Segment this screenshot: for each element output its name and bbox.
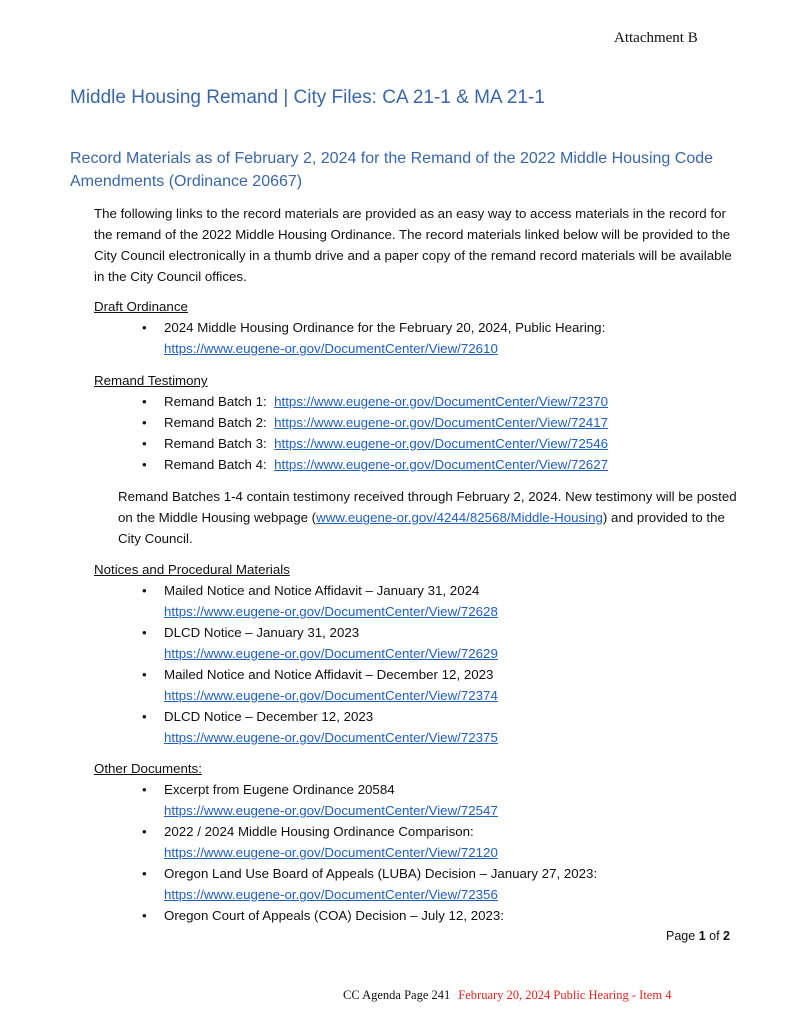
note-text: Remand Batches 1-4 contain testimony received through February 2, 2024. New testimony will be posted on the Middle Housing webpage (	[118, 489, 737, 525]
footer-hearing: February 20, 2024 Public Hearing - Item 4	[458, 988, 672, 1002]
item-label: Remand Batch 2:	[164, 415, 267, 430]
item-label: Remand Batch 1:	[164, 394, 267, 409]
remand-list	[94, 391, 608, 475]
list-item	[94, 391, 608, 412]
bullet-icon: •	[142, 436, 147, 451]
list-item	[94, 433, 608, 454]
bullet-icon: •	[142, 709, 147, 724]
other-documents-section	[94, 759, 597, 926]
document-link[interactable]: https://www.eugene-or.gov/DocumentCenter/View/72356	[164, 887, 498, 902]
bullet-icon: •	[142, 625, 147, 640]
item-label: Remand Batch 3:	[164, 436, 267, 451]
item-text: 2024 Middle Housing Ordinance for the February 20, 2024, Public Hearing:	[164, 320, 606, 335]
list-item	[94, 664, 498, 706]
list-item	[94, 622, 498, 664]
bullet-icon: •	[142, 415, 147, 430]
page-subtitle: Record Materials as of February 2, 2024 for the Remand of the 2022 Middle Housing Code Amendments (Ordinance 20667)	[70, 150, 714, 190]
page-number	[666, 929, 730, 943]
document-link[interactable]: https://www.eugene-or.gov/DocumentCenter/View/72546	[274, 436, 608, 451]
attachment-label: Attachment B	[614, 30, 698, 46]
document-link[interactable]: https://www.eugene-or.gov/DocumentCenter/View/72547	[164, 803, 498, 818]
document-link[interactable]: https://www.eugene-or.gov/DocumentCenter/View/72374	[164, 688, 498, 703]
document-link[interactable]: https://www.eugene-or.gov/DocumentCenter/View/72120	[164, 845, 498, 860]
bullet-icon: •	[142, 320, 147, 335]
list-item	[94, 454, 608, 475]
bullet-icon: •	[142, 866, 147, 881]
middle-housing-webpage-link[interactable]: www.eugene-or.gov/4244/82568/Middle-Housing	[316, 510, 603, 525]
item-text: Oregon Court of Appeals (COA) Decision – July 12, 2023:	[164, 908, 504, 923]
intro-paragraph: The following links to the record materials are provided as an easy way to access materials in the record for the remand of the 2022 Middle Housing Ordinance. The record materials linked below will be provided to the City Council electronically in a thumb drive and a paper copy of the remand record materials will be available in the City Council offices.	[94, 206, 732, 284]
bullet-icon: •	[142, 457, 147, 472]
note-text-end: ) and provided to the City Council.	[118, 510, 725, 546]
list-item	[94, 863, 597, 905]
document-link[interactable]: https://www.eugene-or.gov/DocumentCenter/View/72370	[274, 394, 608, 409]
other-documents-list	[94, 779, 597, 926]
remand-note	[118, 486, 738, 549]
bullet-icon: •	[142, 908, 147, 923]
draft-ordinance-list	[94, 317, 605, 359]
bullet-icon: •	[142, 667, 147, 682]
item-text: Mailed Notice and Notice Affidavit – December 12, 2023	[164, 667, 494, 682]
list-item	[94, 412, 608, 433]
notices-heading: Notices and Procedural Materials	[94, 562, 290, 577]
item-text: Oregon Land Use Board of Appeals (LUBA) Decision – January 27, 2023:	[164, 866, 598, 881]
list-item	[94, 580, 498, 622]
item-text: 2022 / 2024 Middle Housing Ordinance Comparison:	[164, 824, 474, 839]
document-link[interactable]: https://www.eugene-or.gov/DocumentCenter/View/72610	[164, 341, 498, 356]
list-item	[94, 706, 498, 748]
footer-agenda: CC Agenda Page 241	[343, 988, 451, 1002]
list-item	[94, 821, 597, 863]
notices-list	[94, 580, 498, 748]
page-prefix: Page	[666, 929, 696, 943]
document-link[interactable]: https://www.eugene-or.gov/DocumentCenter/View/72627	[274, 457, 608, 472]
page-of: of	[709, 929, 720, 943]
item-text: Mailed Notice and Notice Affidavit – January 31, 2024	[164, 583, 480, 598]
page-title: Middle Housing Remand | City Files: CA 21-1 & MA 21-1	[70, 87, 545, 108]
item-text: DLCD Notice – December 12, 2023	[164, 709, 374, 724]
page-total: 2	[723, 929, 730, 943]
bullet-icon: •	[142, 394, 147, 409]
notices-section	[94, 560, 498, 748]
remand-testimony-heading: Remand Testimony	[94, 373, 208, 388]
item-label: Remand Batch 4:	[164, 457, 267, 472]
other-documents-heading: Other Documents:	[94, 761, 202, 776]
document-link[interactable]: https://www.eugene-or.gov/DocumentCenter/View/72375	[164, 730, 498, 745]
draft-ordinance-heading: Draft Ordinance	[94, 299, 188, 314]
item-text: Excerpt from Eugene Ordinance 20584	[164, 782, 395, 797]
page-current: 1	[698, 929, 706, 943]
document-link[interactable]: https://www.eugene-or.gov/DocumentCenter/View/72417	[274, 415, 608, 430]
draft-ordinance-section	[94, 297, 605, 359]
document-link[interactable]: https://www.eugene-or.gov/DocumentCenter/View/72628	[164, 604, 498, 619]
list-item	[94, 317, 605, 359]
bullet-icon: •	[142, 782, 147, 797]
list-item	[94, 779, 597, 821]
item-text: DLCD Notice – January 31, 2023	[164, 625, 360, 640]
list-item	[94, 905, 597, 926]
bullet-icon: •	[142, 583, 147, 598]
document-link[interactable]: https://www.eugene-or.gov/DocumentCenter/View/72629	[164, 646, 498, 661]
footer	[343, 988, 671, 1003]
remand-testimony-section	[94, 371, 608, 475]
bullet-icon: •	[142, 824, 147, 839]
